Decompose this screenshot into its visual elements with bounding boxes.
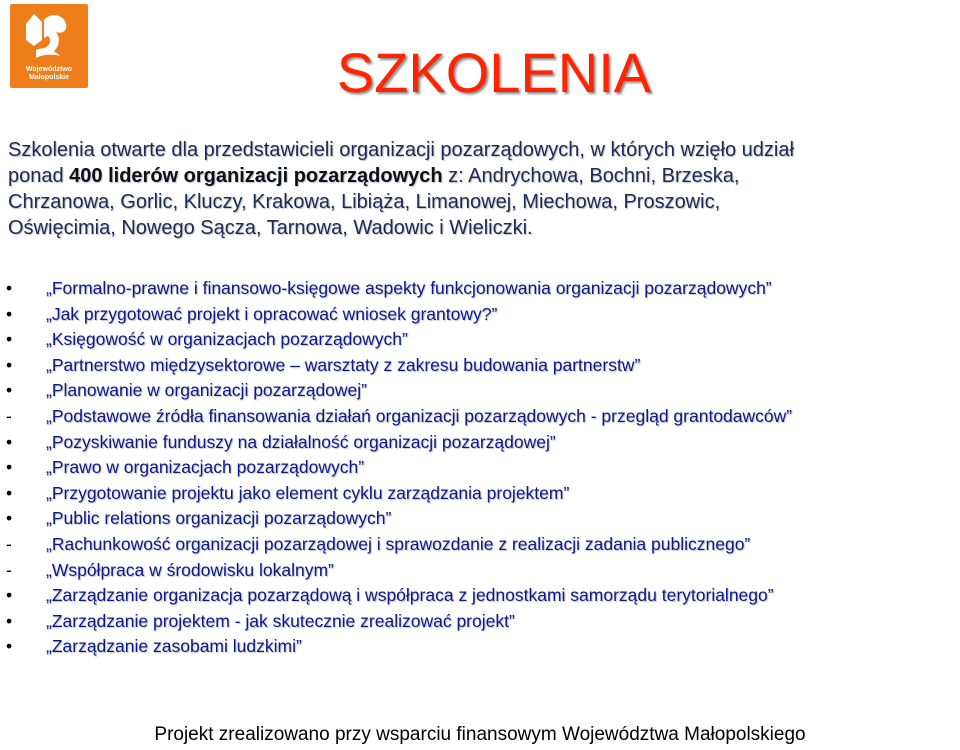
intro-line-3: Chrzanowa, Gorlic, Kluczy, Krakowa, Libiąża, Limanowej, Miechowa, Proszowic, (8, 191, 721, 213)
list-marker: • (6, 354, 13, 375)
course-title: „Rachunkowość organizacji pozarządowej i sprawozdanie z realizacji zadania publicznego” (46, 533, 751, 554)
list-marker: • (6, 380, 13, 401)
intro-paragraph (8, 137, 956, 241)
course-title: „Księgowość w organizacjach pozarządowych” (46, 329, 408, 350)
course-title: „Zarządzanie organizacja pozarządową i współpraca z jednostkami samorządu terytorialnego” (46, 585, 774, 606)
course-title: „Podstawowe źródła finansowania działań organizacji pozarządowych - przegląd grantodawców” (46, 405, 793, 426)
page-title: SZKOLENIA (336, 41, 652, 104)
list-marker: • (6, 585, 13, 606)
intro-line-2-post: z: Andrychowa, Bochni, Brzeska, (442, 165, 740, 187)
list-marker: • (6, 329, 13, 350)
logo-line-2: Małopolskie (28, 74, 70, 81)
intro-line-4: Oświęcimia, Nowego Sącza, Tarnowa, Wadowic i Wieliczki. (8, 217, 533, 239)
course-title: „Zarządzanie zasobami ludzkimi” (46, 636, 302, 657)
course-title: „Partnerstwo międzysektorowe – warsztaty z zakresu budowania partnerstw” (46, 354, 641, 375)
list-marker: • (6, 610, 13, 631)
list-marker: • (6, 303, 13, 324)
list-marker: • (6, 508, 13, 529)
intro-line-2 (8, 163, 956, 189)
course-title: „Prawo w organizacjach pozarządowych” (46, 457, 365, 478)
logo-line-1: Województwo (25, 66, 73, 73)
list-marker: - (6, 533, 12, 554)
intro-line-2-pre: ponad (8, 165, 70, 187)
course-title: „Przygotowanie projektu jako element cyklu zarządzania projektem” (46, 482, 570, 503)
course-title: „Pozyskiwanie funduszy na działalność organizacji pozarządowej” (46, 431, 556, 452)
course-title: „Jak przygotować projekt i opracować wniosek grantowy?” (46, 303, 498, 324)
list-marker: • (6, 457, 13, 478)
course-title: „Public relations organizacji pozarządowych” (46, 508, 392, 529)
list-marker: - (6, 559, 12, 580)
course-title: „Formalno-prawne i finansowo-księgowe aspekty funkcjonowania organizacji pozarządowych” (46, 278, 772, 298)
list-marker: • (6, 431, 13, 452)
course-title: „Planowanie w organizacji pozarządowej” (46, 380, 367, 401)
footer-credit: Projekt zrealizowano przy wsparciu finansowym Województwa Małopolskiego (154, 724, 806, 745)
course-title: „Współpraca w środowisku lokalnym” (46, 559, 334, 580)
list-marker: • (6, 636, 13, 657)
list-marker: • (6, 482, 13, 503)
intro-line-1: Szkolenia otwarte dla przedstawicieli organizacji pozarządowych, w których wzięło udział (8, 139, 794, 161)
intro-highlight: 400 liderów organizacji pozarządowych (69, 165, 443, 187)
course-title: „Zarządzanie projektem - jak skutecznie zrealizować projekt” (46, 610, 515, 631)
list-marker: - (6, 405, 12, 426)
list-marker: • (6, 278, 13, 298)
